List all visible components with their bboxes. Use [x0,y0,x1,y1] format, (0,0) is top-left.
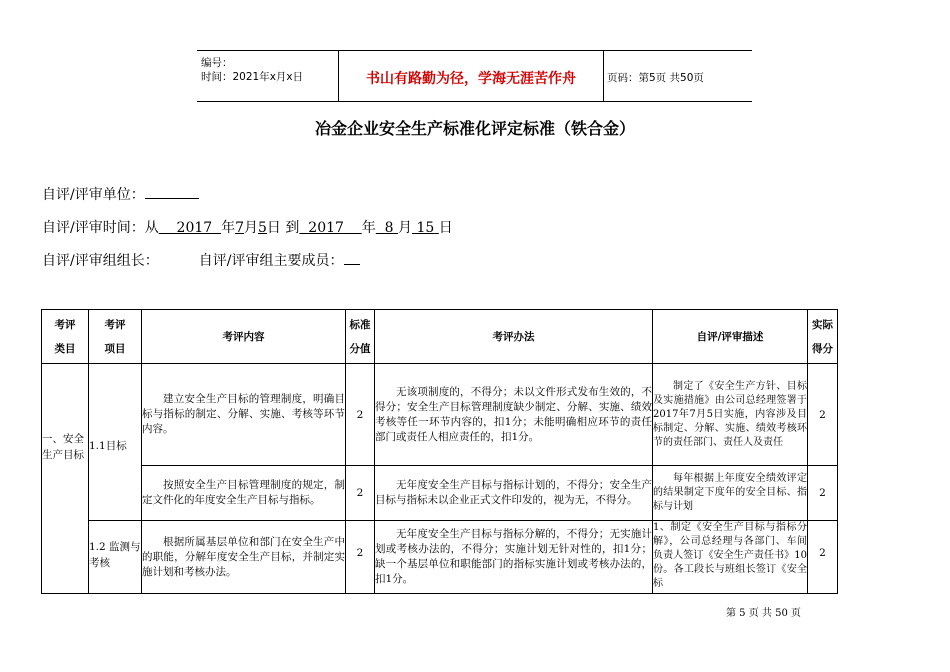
table-row [42,466,838,521]
score-cell: 2 [346,521,375,594]
item-cell: 1.2 监测与考核 [89,521,142,594]
header-score: 标准 分值 [346,310,375,364]
header-motto-cell [339,51,604,101]
header-category: 考评 类目 [42,310,89,364]
content-cell: 根据所属基层单位和部门在安全生产中的职能，分解年度安全生产目标，并制定实施计划和考核办法。 [142,521,346,594]
document-title: 冶金企业安全生产标准化评定标准（铁合金） [314,119,635,138]
page-footer: 第 5 页 共 50 页 [726,608,801,619]
time-year-from: 2017 [176,220,213,236]
time-to: 到 [285,220,300,236]
document-number: 编号： [201,57,233,69]
time-month-from: 7 [235,220,244,236]
actual-cell: 2 [808,521,838,594]
actual-cell: 2 [808,466,838,521]
year-suffix: 年 [221,220,236,236]
members-blank [344,250,360,265]
leader-label: 自评/评审组组长： [42,253,159,269]
header-content: 考评内容 [142,310,346,364]
table-row [42,521,838,594]
unit-line [42,184,199,204]
header-actual: 实际 得分 [808,310,838,364]
header-left-cell [197,51,339,101]
page-number: 页码：第5页 共50页 [607,72,704,84]
category-cell [42,364,89,594]
method-cell: 无该项制度的，不得分；未以文件形式发布生效的，不得分；安全生产目标管理制度缺少制定、分解、实施、绩效考核等任一环节内容的，扣1分；未能明确相应环节的责任部门或责任人相应责任的，扣1分。 [375,364,653,466]
time-year-to: 2017 [308,220,344,236]
month-suffix-2: 月 [398,220,413,236]
header-desc: 自评/评审描述 [653,310,808,364]
time-line [42,217,453,237]
desc-cell: 1、制定《安全生产目标与指标分解》，公司总经理与各部门、车间负责人签订《安全生产责任书》10份。各工段长与班组长签订《安全标 [653,521,808,594]
table-header-row [42,310,838,364]
score-cell: 2 [346,364,375,466]
leader-line [42,250,360,270]
page-header [197,50,752,102]
score-cell: 2 [346,466,375,521]
header-method: 考评办法 [375,310,653,364]
day-suffix: 日 [266,220,281,236]
motto: 书山有路勤为径，学海无涯苦作舟 [366,71,576,87]
table-row [42,364,838,466]
evaluation-table [41,309,838,594]
method-cell: 无年度安全生产目标与指标计划的，不得分；安全生产目标与指标未以企业正式文件印发的，视为无，不得分。 [375,466,653,521]
method-cell: 无年度安全生产目标与指标分解的，不得分；无实施计划或考核办法的，不得分；实施计划无针对性的，扣1分；缺一个基层单位和职能部门的指标实施计划或考核办法的，扣1分。 [375,521,653,594]
members-label: 自评/评审组主要成员： [198,253,344,269]
header-item: 考评 项目 [89,310,142,364]
time-day-from: 5 [258,220,267,236]
item-cell [89,364,142,521]
day-suffix-2: 日 [438,220,453,236]
time-month-to: 8 [384,220,394,236]
unit-blank [145,184,199,199]
header-page-cell [604,51,752,101]
year-suffix-2: 年 [361,220,376,236]
unit-label: 自评/评审单位： [42,187,145,203]
desc-cell: 每年根据上年度安全绩效评定的结果制定下度年的安全目标、指标与计划 [653,466,808,521]
time-label: 自评/评审时间：从 [42,220,159,236]
content-cell: 建立安全生产目标的管理制度，明确目标与指标的制定、分解、实施、考核等环节内容。 [142,364,346,466]
actual-cell: 2 [808,364,838,466]
desc-cell: 制定了《安全生产方针、目标及实施措施》由公司总经理签署于2017年7月5日实施，内容涉及目标制定、分解、实施、绩效考核环节的责任部门、责任人及责任 [653,364,808,466]
content-cell: 按照安全生产目标管理制度的规定，制定文件化的年度安全生产目标与指标。 [142,466,346,521]
time-day-to: 15 [416,220,435,236]
item-name: 1.1目标 [89,440,127,452]
category-name: 一、安全生产目标 [42,432,84,461]
document-date: 时间：2021年x月x日 [201,71,304,83]
month-suffix: 月 [244,220,258,236]
